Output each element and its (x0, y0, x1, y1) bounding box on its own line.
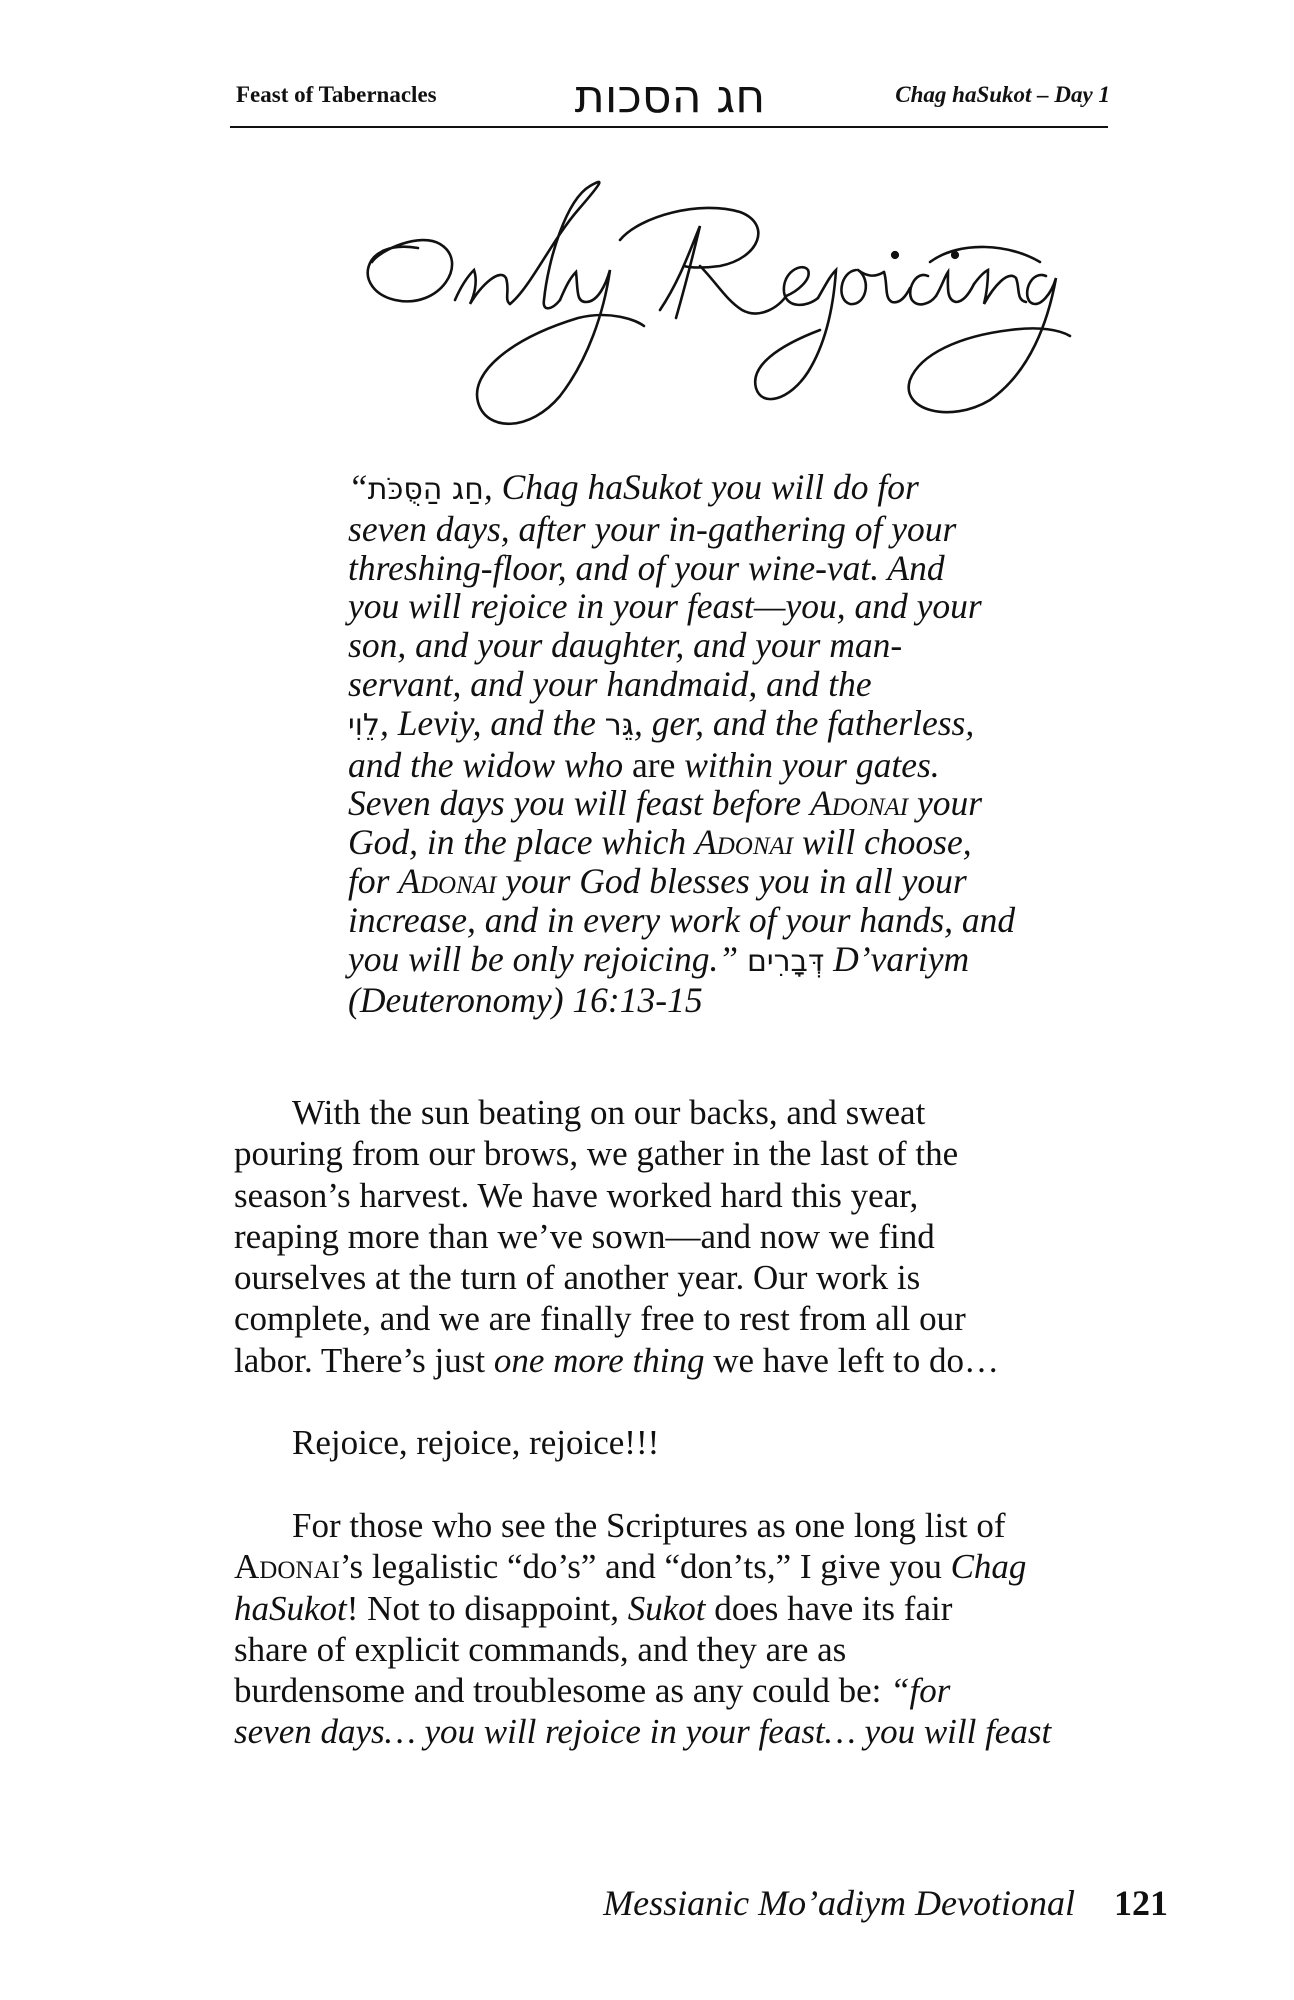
quote-line: servant, and your handmaid, and the (348, 663, 872, 704)
emphasis: one more thing (493, 1340, 705, 1380)
divine-name: Adonai (810, 783, 909, 824)
body-text-run: we have left to do… (704, 1340, 999, 1380)
page-number: 121 (1114, 1883, 1168, 1923)
emphasis: haSukot (234, 1588, 347, 1628)
hebrew-dvariym: דְּבָרִים (747, 943, 825, 979)
header-left-title: Feast of Tabernacles (236, 82, 437, 107)
quote-line (348, 704, 1068, 746)
body-line: complete, and we are finally free to rest from all our (234, 1299, 966, 1339)
body-line: ourselves at the turn of another year. Our work is (234, 1258, 921, 1298)
divine-name: Adonai (234, 1547, 340, 1587)
quote-line: son, and your daughter, and your man- (348, 625, 903, 666)
quote-line: seven days, after your in-gathering of your (348, 508, 957, 549)
body-text-run: does have its fair (705, 1588, 953, 1628)
quote-line (348, 746, 1068, 785)
body-line: season’s harvest. We have worked hard this year, (234, 1175, 919, 1215)
open-quote-mark: “ (348, 467, 368, 507)
quote-text: within your gates. (675, 744, 940, 785)
chapter-title (0, 0, 1294, 440)
quote-text: you will be only rejoicing.” (348, 938, 747, 979)
quote-line: you will rejoice in your feast—you, and your (348, 586, 982, 627)
hebrew-ger: גֵּר (604, 707, 635, 743)
quote-text: Seven days you will feast before (348, 783, 811, 824)
body-line (234, 1711, 1114, 1752)
quote-text: God, in the place which (348, 822, 696, 863)
body-line: reaping more than we’ve sown—and now we find (234, 1216, 935, 1256)
body-text (234, 1092, 1114, 1753)
body-line (234, 1588, 1114, 1629)
page-footer (603, 1882, 1168, 1924)
quote-line: threshing-floor, and of your wine-vat. And (348, 547, 945, 588)
body-line: For those who see the Scriptures as one long list of (292, 1505, 1006, 1545)
body-line: Rejoice, rejoice, rejoice!!! (292, 1423, 660, 1463)
quote-text: D’variym (824, 938, 970, 979)
header-right-title: Chag haSukot – Day 1 (895, 82, 1110, 107)
quote-text: your God blesses you in all your (496, 860, 967, 901)
emphasis: “for (890, 1671, 951, 1711)
quote-line: increase, and in every work of your hands, and (348, 899, 1016, 940)
body-line (234, 1340, 1114, 1381)
quote-line (348, 823, 1068, 862)
quote-text: will choose, (793, 822, 972, 863)
quote-text: , ger, and the fatherless, (634, 702, 975, 743)
quote-reference: (Deuteronomy) 16:13-15 (348, 980, 703, 1021)
emphasis: Chag (950, 1547, 1027, 1587)
body-line (234, 1670, 1114, 1711)
quote-text: for (348, 860, 399, 901)
divine-name: Adonai (398, 860, 497, 901)
quote-text: your (908, 783, 983, 824)
quote-line (348, 862, 1068, 901)
hebrew-chag-hasukot: חַג הַסֻּכֹּת (367, 472, 484, 507)
emphasis: Sukot (627, 1588, 706, 1628)
body-text-run: ’s legalistic “do’s” and “don’ts,” I give you (339, 1547, 951, 1587)
divine-name: Adonai (695, 822, 794, 863)
quote-text: , Leviy, and the (379, 702, 605, 743)
body-line: With the sun beating on our backs, and sweat (292, 1093, 926, 1132)
quote-text: , Chag haSukot you will do for (483, 467, 919, 507)
scripture-quote (348, 468, 1068, 1020)
body-text-run: burdensome and troublesome as any could be: (234, 1671, 891, 1711)
body-line: share of explicit commands, and they are as (234, 1629, 847, 1669)
quote-text: and the widow who (348, 744, 633, 785)
quote-line (348, 468, 1068, 510)
title-script-lettering (0, 0, 1294, 440)
header-hebrew-title: חג הסכות (574, 69, 766, 123)
emphasis: seven days… you will rejoice in your feast… you will feast (234, 1712, 1052, 1752)
quote-line (348, 784, 1068, 823)
body-line: pouring from our brows, we gather in the last of the (234, 1134, 959, 1174)
quote-line (348, 940, 1068, 982)
footer-book-title: Messianic Mo’adiym Devotional (603, 1883, 1075, 1923)
hebrew-leviy: לֵוִי (348, 707, 380, 743)
body-text-run: labor. There’s just (234, 1340, 494, 1380)
quote-upright-word: are (632, 744, 676, 785)
body-line (234, 1546, 1114, 1587)
body-text-run: ! Not to disappoint, (346, 1588, 628, 1628)
